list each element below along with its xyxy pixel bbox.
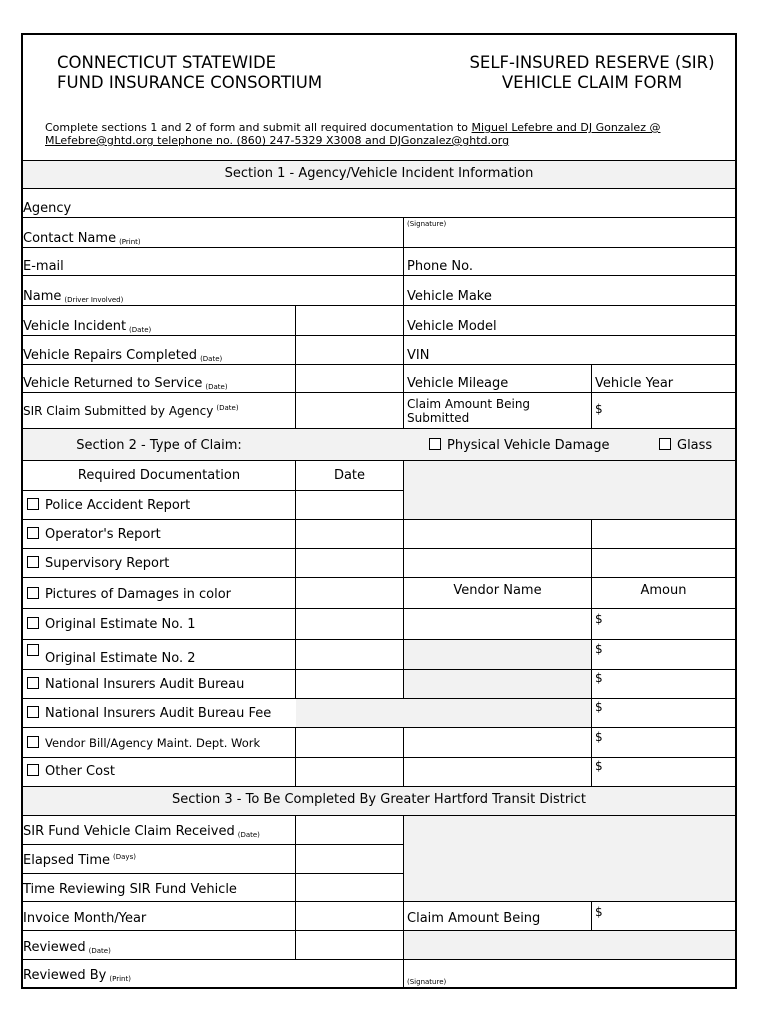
- amount-dollar: $: [595, 730, 603, 744]
- checkbox-icon[interactable]: [27, 764, 39, 776]
- section2-gray-top: [404, 461, 735, 519]
- date-header: Date: [333, 468, 366, 483]
- vehicle-incident-label: Vehicle Incident $_{(Date)}$: [23, 319, 152, 334]
- section3-title: Section 3 - To Be Completed By Greater Hartford Transit District: [171, 792, 587, 807]
- claim-form: [21, 33, 737, 989]
- vendor-name-header: Vendor Name: [453, 583, 542, 598]
- doc-operator-report[interactable]: Operator's Report: [27, 527, 161, 542]
- returned-to-service-label: Vehicle Returned to Service $_{(Date)}$: [23, 376, 228, 391]
- section3-gray-reviewed: [404, 930, 735, 959]
- checkbox-icon[interactable]: [27, 706, 39, 718]
- phone-label: Phone No.: [407, 259, 473, 274]
- contact-link[interactable]: Miguel Lefebre and DJ Gonzalez @: [471, 121, 661, 134]
- reviewed-label: Reviewed $_{(Date)}$: [23, 940, 111, 955]
- invoice-month-label: Invoice Month/Year: [23, 911, 147, 926]
- doc-niab[interactable]: National Insurers Audit Bureau: [27, 677, 244, 692]
- doc-pictures[interactable]: Pictures of Damages in color: [27, 587, 231, 602]
- repairs-completed-label: Vehicle Repairs Completed $_{(Date)}$: [23, 348, 223, 363]
- vin-label: VIN: [407, 348, 430, 363]
- doc-estimate-1[interactable]: Original Estimate No. 1: [27, 617, 196, 632]
- doc-niab-fee[interactable]: National Insurers Audit Bureau Fee: [27, 706, 271, 721]
- contact-name-label: Contact Name $_{(Print)}$: [23, 231, 141, 246]
- amount-dollar: $: [595, 671, 603, 685]
- checkbox-icon[interactable]: [27, 498, 39, 510]
- section3-gray-top: [404, 816, 735, 901]
- email-label: E-mail: [23, 259, 64, 274]
- physical-damage-checkbox[interactable]: Physical Vehicle Damage: [429, 438, 610, 453]
- signature-note: (Signature): [407, 220, 447, 228]
- checkbox-icon[interactable]: [27, 644, 39, 656]
- doc-other-cost[interactable]: Other Cost: [27, 764, 115, 779]
- doc-estimate-2[interactable]: Original Estimate No. 2: [27, 644, 196, 668]
- reviewed-by-label: Reviewed By $_{(Print)}$: [23, 968, 131, 983]
- doc-supervisory-report[interactable]: Supervisory Report: [27, 556, 169, 571]
- checkbox-icon[interactable]: [27, 556, 39, 568]
- org-title-line2: FUND INSURANCE CONSORTIUM: [57, 73, 323, 92]
- vehicle-mileage-label: Vehicle Mileage: [407, 376, 509, 391]
- checkbox-icon[interactable]: [27, 677, 39, 689]
- checkbox-icon[interactable]: [429, 438, 441, 450]
- checkbox-icon[interactable]: [27, 527, 39, 539]
- org-title-line1: CONNECTICUT STATEWIDE: [57, 53, 277, 72]
- form-title: [454, 53, 730, 93]
- amount-dollar: $: [595, 759, 603, 773]
- elapsed-time-label: Elapsed Time $^{(Days)}$: [23, 853, 136, 868]
- vehicle-make-label: Vehicle Make: [407, 289, 492, 304]
- claim-amount-label: Claim Amount Being Submitted: [407, 397, 531, 425]
- claim-received-label: SIR Fund Vehicle Claim Received $_{(Date)}$: [23, 824, 260, 839]
- checkbox-icon[interactable]: [27, 617, 39, 629]
- claim-amount-dollar: $: [595, 402, 603, 416]
- amount-header: Amoun: [640, 583, 687, 598]
- amount-dollar: $: [595, 642, 603, 656]
- claim-amount-dollar-s3: $: [595, 905, 603, 919]
- section2-gray-fee: [296, 699, 591, 727]
- sir-submitted-label: SIR Claim Submitted by Agency $^{(Date)}$: [23, 404, 239, 418]
- amount-dollar: $: [595, 700, 603, 714]
- checkbox-icon[interactable]: [27, 736, 39, 748]
- checkbox-icon[interactable]: [659, 438, 671, 450]
- section2-title: Section 2 - Type of Claim:: [76, 438, 242, 453]
- glass-checkbox[interactable]: Glass: [659, 438, 712, 453]
- vehicle-model-label: Vehicle Model: [407, 319, 497, 334]
- driver-name-label: Name $_{(Driver Involved)}$: [23, 289, 124, 304]
- required-docs-header: Required Documentation: [77, 468, 241, 483]
- org-title: [57, 53, 322, 93]
- checkbox-icon[interactable]: [27, 587, 39, 599]
- signature-note-s3: (Signature): [407, 978, 447, 986]
- instructions: Complete sections 1 and 2 of form and submit all required documentation to Miguel Lefebre and DJ Gonzalez @ MLefebre@ghtd.org telephone no. (860) 247-5329 X3008 and DJGonzalez@ghtd.org: [45, 121, 661, 147]
- amount-dollar: $: [595, 612, 603, 626]
- section1-title: Section 1 - Agency/Vehicle Incident Information: [224, 166, 534, 181]
- agency-label: Agency: [23, 201, 72, 216]
- form-title-line2: VEHICLE CLAIM FORM: [501, 73, 683, 92]
- doc-police-report[interactable]: Police Accident Report: [27, 498, 190, 513]
- contact-email-link[interactable]: MLefebre@ghtd.org telephone no. (860) 247-5329 X3008 and DJGonzalez@ghtd.org: [45, 134, 510, 147]
- time-reviewing-label: Time Reviewing SIR Fund Vehicle: [23, 882, 237, 897]
- claim-amount-label-s3: Claim Amount Being: [407, 911, 541, 926]
- doc-vendor-bill[interactable]: Vendor Bill/Agency Maint. Dept. Work: [27, 736, 260, 750]
- vehicle-year-label: Vehicle Year: [595, 376, 674, 391]
- form-title-line1: SELF-INSURED RESERVE (SIR): [469, 53, 715, 72]
